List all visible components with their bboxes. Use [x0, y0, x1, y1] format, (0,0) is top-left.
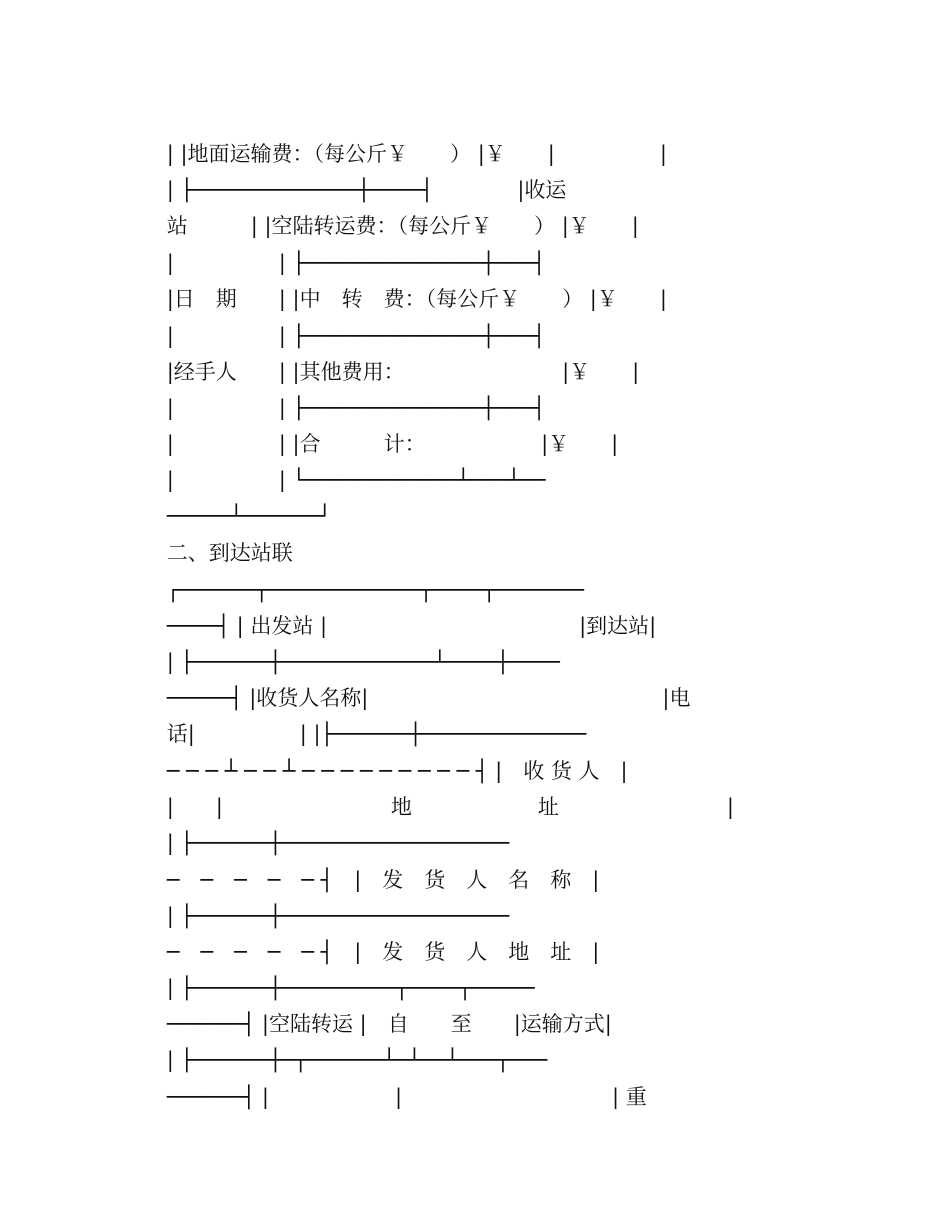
- line-weight: [140, 1061, 647, 1133]
- weight-row: ──────┤ | | | 重: [166, 1085, 647, 1109]
- table-rule-1: | | ├──────────────┼───┤: [166, 251, 546, 275]
- shipper-address-row: ─ ─ ─ ─ ─ ┤ | 发 货 人 地 址 |: [166, 940, 600, 964]
- table-rule-2: | | ├──────────────┼───┤: [166, 324, 546, 348]
- table-close-rule: ─────┴──────┘: [166, 504, 332, 528]
- arrival-rule-1: | ├──────┼────────────┴────┼────: [166, 650, 560, 674]
- phone-row: 话| | |├──────┼─────────────: [166, 722, 587, 746]
- air-land-transfer-fee-row: 站 | |空陆转运费：（每公斤￥ ） |￥ |: [166, 214, 639, 238]
- table-rule-3: | | ├──────────────┼───┤: [166, 396, 546, 420]
- receiving-station-row-1: | ├─────────────┼────┤ |收运: [166, 178, 567, 202]
- arrival-rule-4: | ├──────┼─────────┬────┬─────: [166, 976, 535, 1000]
- arrival-rule-5: | ├──────┼─┬──────┴─┴──┴───┬───: [166, 1048, 548, 1072]
- consignee-row: ─ ─ ─ ┴ ─ ─ ┴ ─ ─ ─ ─ ─ ─ ─ ─ ─ ┤ | 收 货 人 |: [166, 759, 628, 783]
- section-heading: 二、到达站联: [166, 541, 293, 565]
- table-bottom-rule: | | └────────────┴───┴──: [166, 468, 546, 492]
- arrival-rule-2: | ├──────┼──────────────────: [166, 831, 510, 855]
- total-row: | | |合 计： |￥ |: [166, 432, 619, 456]
- departure-arrival-station-row: ────┤ | 出发站 | |到达站|: [166, 614, 657, 638]
- air-land-transfer-route-row: ──────┤ |空陆转运 | 自 至 |运输方式|: [166, 1012, 612, 1036]
- handler-other-fees-row: |经手人 | |其他费用： |￥ |: [166, 360, 640, 384]
- address-row: | | 地 址 |: [166, 795, 734, 819]
- consignee-name-row: ─────┤ |收货人名称| |电: [166, 686, 691, 710]
- arrival-top-rule: ┌──────┬────────────┬────┬───────: [166, 578, 584, 602]
- date-transfer-fee-row: |日 期 | |中 转 费：（每公斤￥ ） |￥ |: [166, 287, 667, 311]
- shipper-name-row: ─ ─ ─ ─ ─ ┤ | 发 货 人 名 称 |: [166, 868, 600, 892]
- ground-transport-fee-row: | |地面运输费：（每公斤￥ ） |￥ | |: [166, 142, 667, 166]
- arrival-rule-3: | ├──────┼──────────────────: [166, 904, 510, 928]
